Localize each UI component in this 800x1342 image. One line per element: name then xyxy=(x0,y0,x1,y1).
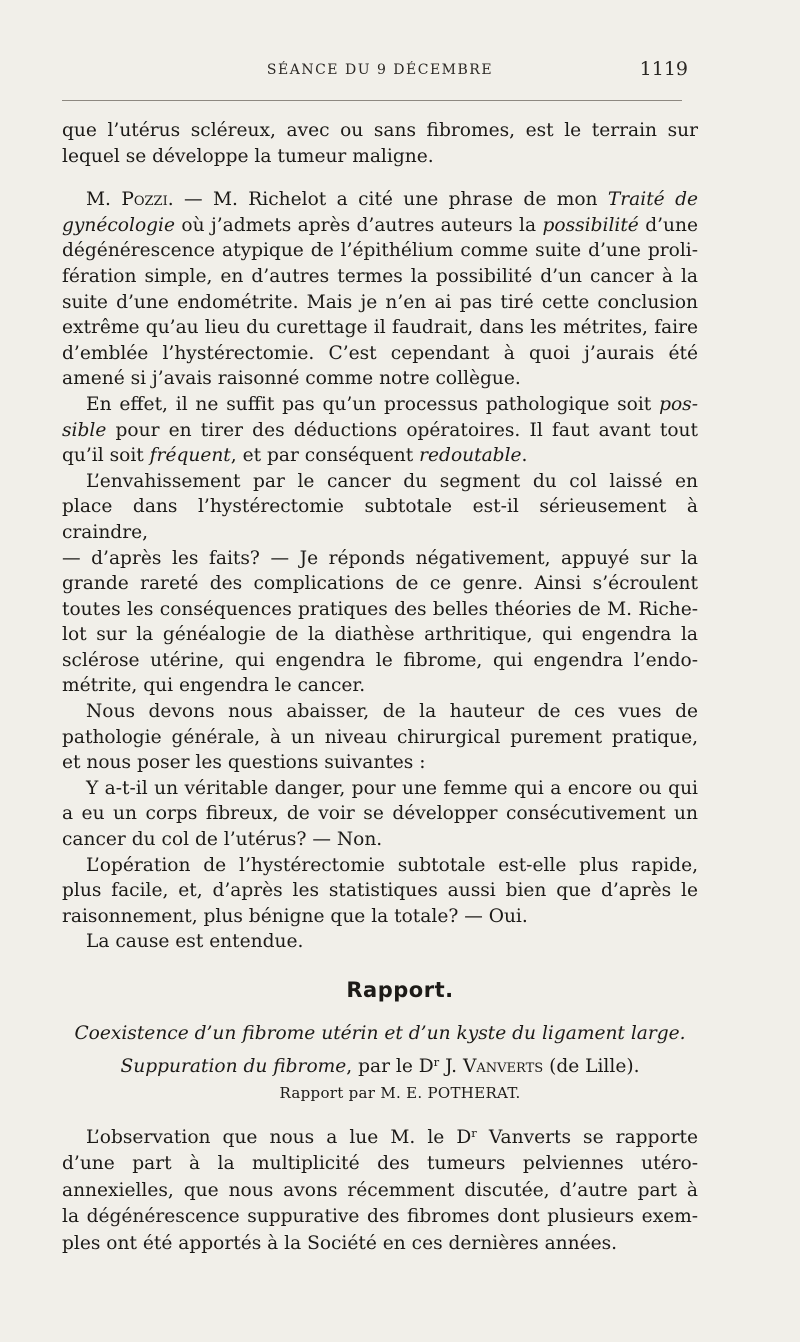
text-line: amené si j’avais raisonné comme notre collègue. xyxy=(62,368,521,390)
paragraph-gap xyxy=(62,169,698,187)
section-title: Rapport. xyxy=(346,978,454,1002)
text-run: où j’admets après d’autres auteurs la xyxy=(175,214,543,236)
paragraph-3 xyxy=(62,392,698,469)
text-line: raisonnement, plus bénigne que la totale? — Oui. xyxy=(62,905,528,927)
text-run: . xyxy=(521,445,528,467)
author-name: Vanverts xyxy=(462,1055,544,1077)
text-line xyxy=(62,1120,698,1151)
text-run: d’une xyxy=(638,214,698,236)
text-line: La cause est entendue. xyxy=(86,931,304,953)
report-title-line: Coexistence d’un fibrome utérin et d’un kyste du ligament large. xyxy=(74,1023,686,1044)
report-title xyxy=(62,1020,698,1081)
running-head: SÉANCE DU 9 DÉCEMBRE xyxy=(266,62,494,78)
text-line: sclérose utérine, qui engendra le fibrome, qui engendra l’endo- xyxy=(62,649,698,671)
text-line: d’emblée l’hystérectomie. C’est cependant à quoi j’aurais été xyxy=(62,342,698,364)
text-run: qu’il soit xyxy=(62,445,150,467)
body-text xyxy=(62,118,698,955)
paragraph-5 xyxy=(62,699,698,776)
report-text xyxy=(62,1120,698,1257)
text-line: lequel se développe la tumeur maligne. xyxy=(62,145,434,167)
text-line: pathologie générale, à un niveau chirurgical purement pratique, xyxy=(62,726,698,748)
paragraph-4 xyxy=(62,469,698,699)
text-line: suite d’une endométrite. Mais je n’en ai pas tiré cette conclusion xyxy=(62,291,698,313)
text-run: , par le D xyxy=(346,1055,434,1077)
text-line: métrite, qui engendra le cancer. xyxy=(62,675,366,697)
text-line: d’une part à la multiplicité des tumeurs pelviennes utéro- xyxy=(62,1153,698,1175)
text-line: que l’utérus scléreux, avec ou sans fibromes, est le terrain sur xyxy=(62,120,698,141)
emphasis: pos- xyxy=(659,393,698,415)
text-run: Vanverts se rapporte xyxy=(476,1126,698,1148)
paragraph-1 xyxy=(62,118,698,169)
text-run: En effet, il ne suffit pas qu’un processus pathologique soit xyxy=(86,393,660,415)
header-rule xyxy=(62,100,682,101)
text-run: L’observation que nous a lue M. le D xyxy=(86,1126,472,1148)
paragraph-2 xyxy=(62,187,698,392)
text-line: cancer du col de l’utérus? — Non. xyxy=(62,829,383,851)
emphasis: redoutable xyxy=(419,445,522,467)
text-run: Suppuration du fibrome xyxy=(120,1055,347,1077)
text-line: a eu un corps fibreux, de voir se développer consécutivement un xyxy=(62,803,698,825)
text-line: et nous poser les questions suivantes : xyxy=(62,752,426,774)
text-line: toutes les conséquences pratiques des belles théories de M. Riche- xyxy=(62,598,698,620)
paragraph-7 xyxy=(62,853,698,930)
book-title: Traité de xyxy=(607,189,698,211)
paragraph-8 xyxy=(62,929,698,955)
text-run: (de Lille). xyxy=(543,1055,640,1077)
text-line: L’envahissement par le cancer du segment du col laissé en xyxy=(86,470,698,492)
text-line: fération simple, en d’autres termes la possibilité d’un cancer à la xyxy=(62,265,698,287)
text-line: Nous devons nous abaisser, de la hauteur de ces vues de xyxy=(86,701,698,723)
text-line: L’opération de l’hystérectomie subtotale est-elle plus rapide, xyxy=(86,854,698,876)
book-title-cont: gynécologie xyxy=(62,214,175,236)
superscript: r xyxy=(471,1126,477,1140)
text-line: annexielles, que nous avons récemment discutée, d’autre part à xyxy=(62,1179,698,1201)
text-line xyxy=(62,443,698,469)
report-byline: Rapport par M. E. POTHERAT. xyxy=(279,1084,521,1102)
text-line: Y a-t-il un véritable danger, pour une femme qui a encore ou qui xyxy=(86,777,698,799)
emphasis: sible xyxy=(62,419,107,441)
page-header xyxy=(62,58,698,88)
superscript: r xyxy=(433,1055,440,1069)
text-line: plus facile, et, d’après les statistiques aussi bien que d’après le xyxy=(62,880,698,902)
paragraph-6 xyxy=(62,776,698,853)
report-title-line xyxy=(62,1048,698,1081)
text-line: dégénérescence atypique de l’épithélium comme suite d’une proli- xyxy=(62,240,698,262)
emphasis: fréquent xyxy=(149,445,231,467)
text-line xyxy=(62,418,698,444)
speaker-name: M. Pozzi. xyxy=(86,189,174,211)
page-number: 1119 xyxy=(639,58,688,80)
text-run: — M. Richelot a cité une phrase de mon xyxy=(173,189,608,211)
text-line: lot sur la généalogie de la diathèse arthritique, qui engendra la xyxy=(62,624,698,646)
text-run: J. xyxy=(439,1055,463,1077)
text-line xyxy=(62,213,698,239)
text-line: grande rareté des complications de ce genre. Ainsi s’écroulent xyxy=(62,573,698,595)
text-line: place dans l’hystérectomie subtotale est-il sérieusement à craindre, xyxy=(62,496,698,543)
text-line: — d’après les faits? — Je réponds négativement, appuyé sur la xyxy=(62,547,698,569)
text-line xyxy=(62,187,698,213)
text-line: la dégénérescence suppurative des fibromes dont plusieurs exem- xyxy=(62,1206,698,1228)
text-line: ples ont été apportés à la Société en ces dernières années. xyxy=(62,1232,618,1254)
emphasis: possibilité xyxy=(542,214,639,236)
text-line xyxy=(62,392,698,418)
text-run: , et par conséquent xyxy=(230,445,420,467)
text-run: pour en tirer des déductions opératoires. Il faut avant tout xyxy=(106,419,698,441)
text-line: extrême qu’au lieu du curettage il faudrait, dans les métrites, faire xyxy=(62,317,698,339)
